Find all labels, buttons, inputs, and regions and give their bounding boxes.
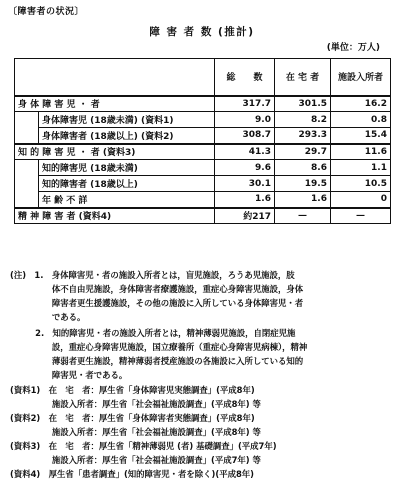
source-line: 施設入所者：厚生省「社会福祉施設調査」(平成8年) 等 xyxy=(10,427,261,437)
cell-total: 9.6 xyxy=(215,160,275,176)
cell-facility: 16.2 xyxy=(331,96,391,112)
cell-home: 8.2 xyxy=(275,112,331,128)
cell-home: 29.7 xyxy=(275,144,331,160)
table-row xyxy=(15,208,391,224)
cell-total: 308.7 xyxy=(215,128,275,144)
note-line: 障害児・者である。 xyxy=(10,370,128,380)
section-header: 〔障害者の状況〕 xyxy=(8,7,85,17)
source-line: (資料3) 在 宅 者：厚生省「精神薄弱児 (者) 基礎調査」(平成7年) xyxy=(10,441,277,451)
header-blank xyxy=(15,59,215,96)
cell-total: 約217 xyxy=(215,208,275,224)
row-label: 身 体 障 害 児 ・ 者 xyxy=(15,96,215,112)
cell-facility: — xyxy=(331,208,391,224)
table-row xyxy=(15,96,391,112)
cell-facility: 10.5 xyxy=(331,176,391,192)
note-line: (注) 1. 身体障害児・者の施設入所者とは，盲児施設，ろうあ児施設，肢 xyxy=(10,270,295,280)
table-row xyxy=(15,144,391,160)
note-line: 薄弱者更生施設，精神薄弱者授産施設の各施設に入所している知的 xyxy=(10,356,304,366)
row-label: 身体障害者 (18歳以上) (資料2) xyxy=(39,128,215,144)
source-line: 施設入所者：厚生省「社会福祉施設調査」(平成7年) 等 xyxy=(10,455,261,465)
indent-spacer xyxy=(15,160,39,176)
note-line: 設，重症心身障害児施設，国立療養所（重症心身障害児病棟），精神 xyxy=(10,342,308,352)
table-row xyxy=(15,112,391,128)
source-line: (資料2) 在 宅 者：厚生省「身体障害者実態調査」(平成8年) xyxy=(10,413,255,423)
indent-spacer xyxy=(15,176,39,192)
cell-total: 30.1 xyxy=(215,176,275,192)
indent-spacer xyxy=(15,192,39,208)
unit-label: (単位：万人) xyxy=(326,43,380,53)
row-label: 知 的 障 害 児 ・ 者 (資料3) xyxy=(15,144,215,160)
source-line: (資料1) 在 宅 者：厚生省「身体障害児実態調査」(平成8年) xyxy=(10,385,255,395)
note-line: である。 xyxy=(10,312,86,322)
col-header-home: 在 宅 者 xyxy=(275,59,331,96)
table-header-row xyxy=(15,59,391,96)
table-row xyxy=(15,192,391,208)
cell-home: 8.6 xyxy=(275,160,331,176)
cell-home: 1.6 xyxy=(275,192,331,208)
cell-facility: 0 xyxy=(331,192,391,208)
source-line: 施設入所者：厚生省「社会福祉施設調査」(平成8年) 等 xyxy=(10,399,261,409)
row-label: 知的障害児 (18歳未満) xyxy=(39,160,215,176)
col-header-facility: 施設入所者 xyxy=(331,59,391,96)
row-label: 知的障害者 (18歳以上) xyxy=(39,176,215,192)
cell-total: 317.7 xyxy=(215,96,275,112)
table-row xyxy=(15,128,391,144)
cell-home: 19.5 xyxy=(275,176,331,192)
note-line: 障害者更生援護施設，その他の施設に入所している身体障害児・者 xyxy=(10,298,304,308)
cell-facility: 0.8 xyxy=(331,112,391,128)
disability-table xyxy=(14,58,391,224)
cell-home: 293.3 xyxy=(275,128,331,144)
cell-facility: 11.6 xyxy=(331,144,391,160)
cell-facility: 15.4 xyxy=(331,128,391,144)
cell-total: 9.0 xyxy=(215,112,275,128)
cell-home: 301.5 xyxy=(275,96,331,112)
cell-total: 41.3 xyxy=(215,144,275,160)
row-label: 身体障害児 (18歳未満) (資料1) xyxy=(39,112,215,128)
row-label: 年 齢 不 詳 xyxy=(39,192,215,208)
table-row xyxy=(15,160,391,176)
source-line: (資料4) 厚生省「患者調査」(知的障害児・者を除く)(平成8年) xyxy=(10,469,254,479)
note-line: 体不自由児施設，身体障害者療護施設，重症心身障害児施設，身体 xyxy=(10,284,304,294)
indent-spacer xyxy=(15,112,39,128)
table-row xyxy=(15,176,391,192)
table-title: 障 害 者 数 (推計) xyxy=(149,26,255,38)
cell-home: — xyxy=(275,208,331,224)
cell-total: 1.6 xyxy=(215,192,275,208)
row-label: 精 神 障 害 者 (資料4) xyxy=(15,208,215,224)
note-line: 2. 知的障害児・者の施設入所者とは，精神薄弱児施設，自閉症児施 xyxy=(10,328,296,338)
indent-spacer xyxy=(15,128,39,144)
col-header-total: 総 数 xyxy=(215,59,275,96)
cell-facility: 1.1 xyxy=(331,160,391,176)
